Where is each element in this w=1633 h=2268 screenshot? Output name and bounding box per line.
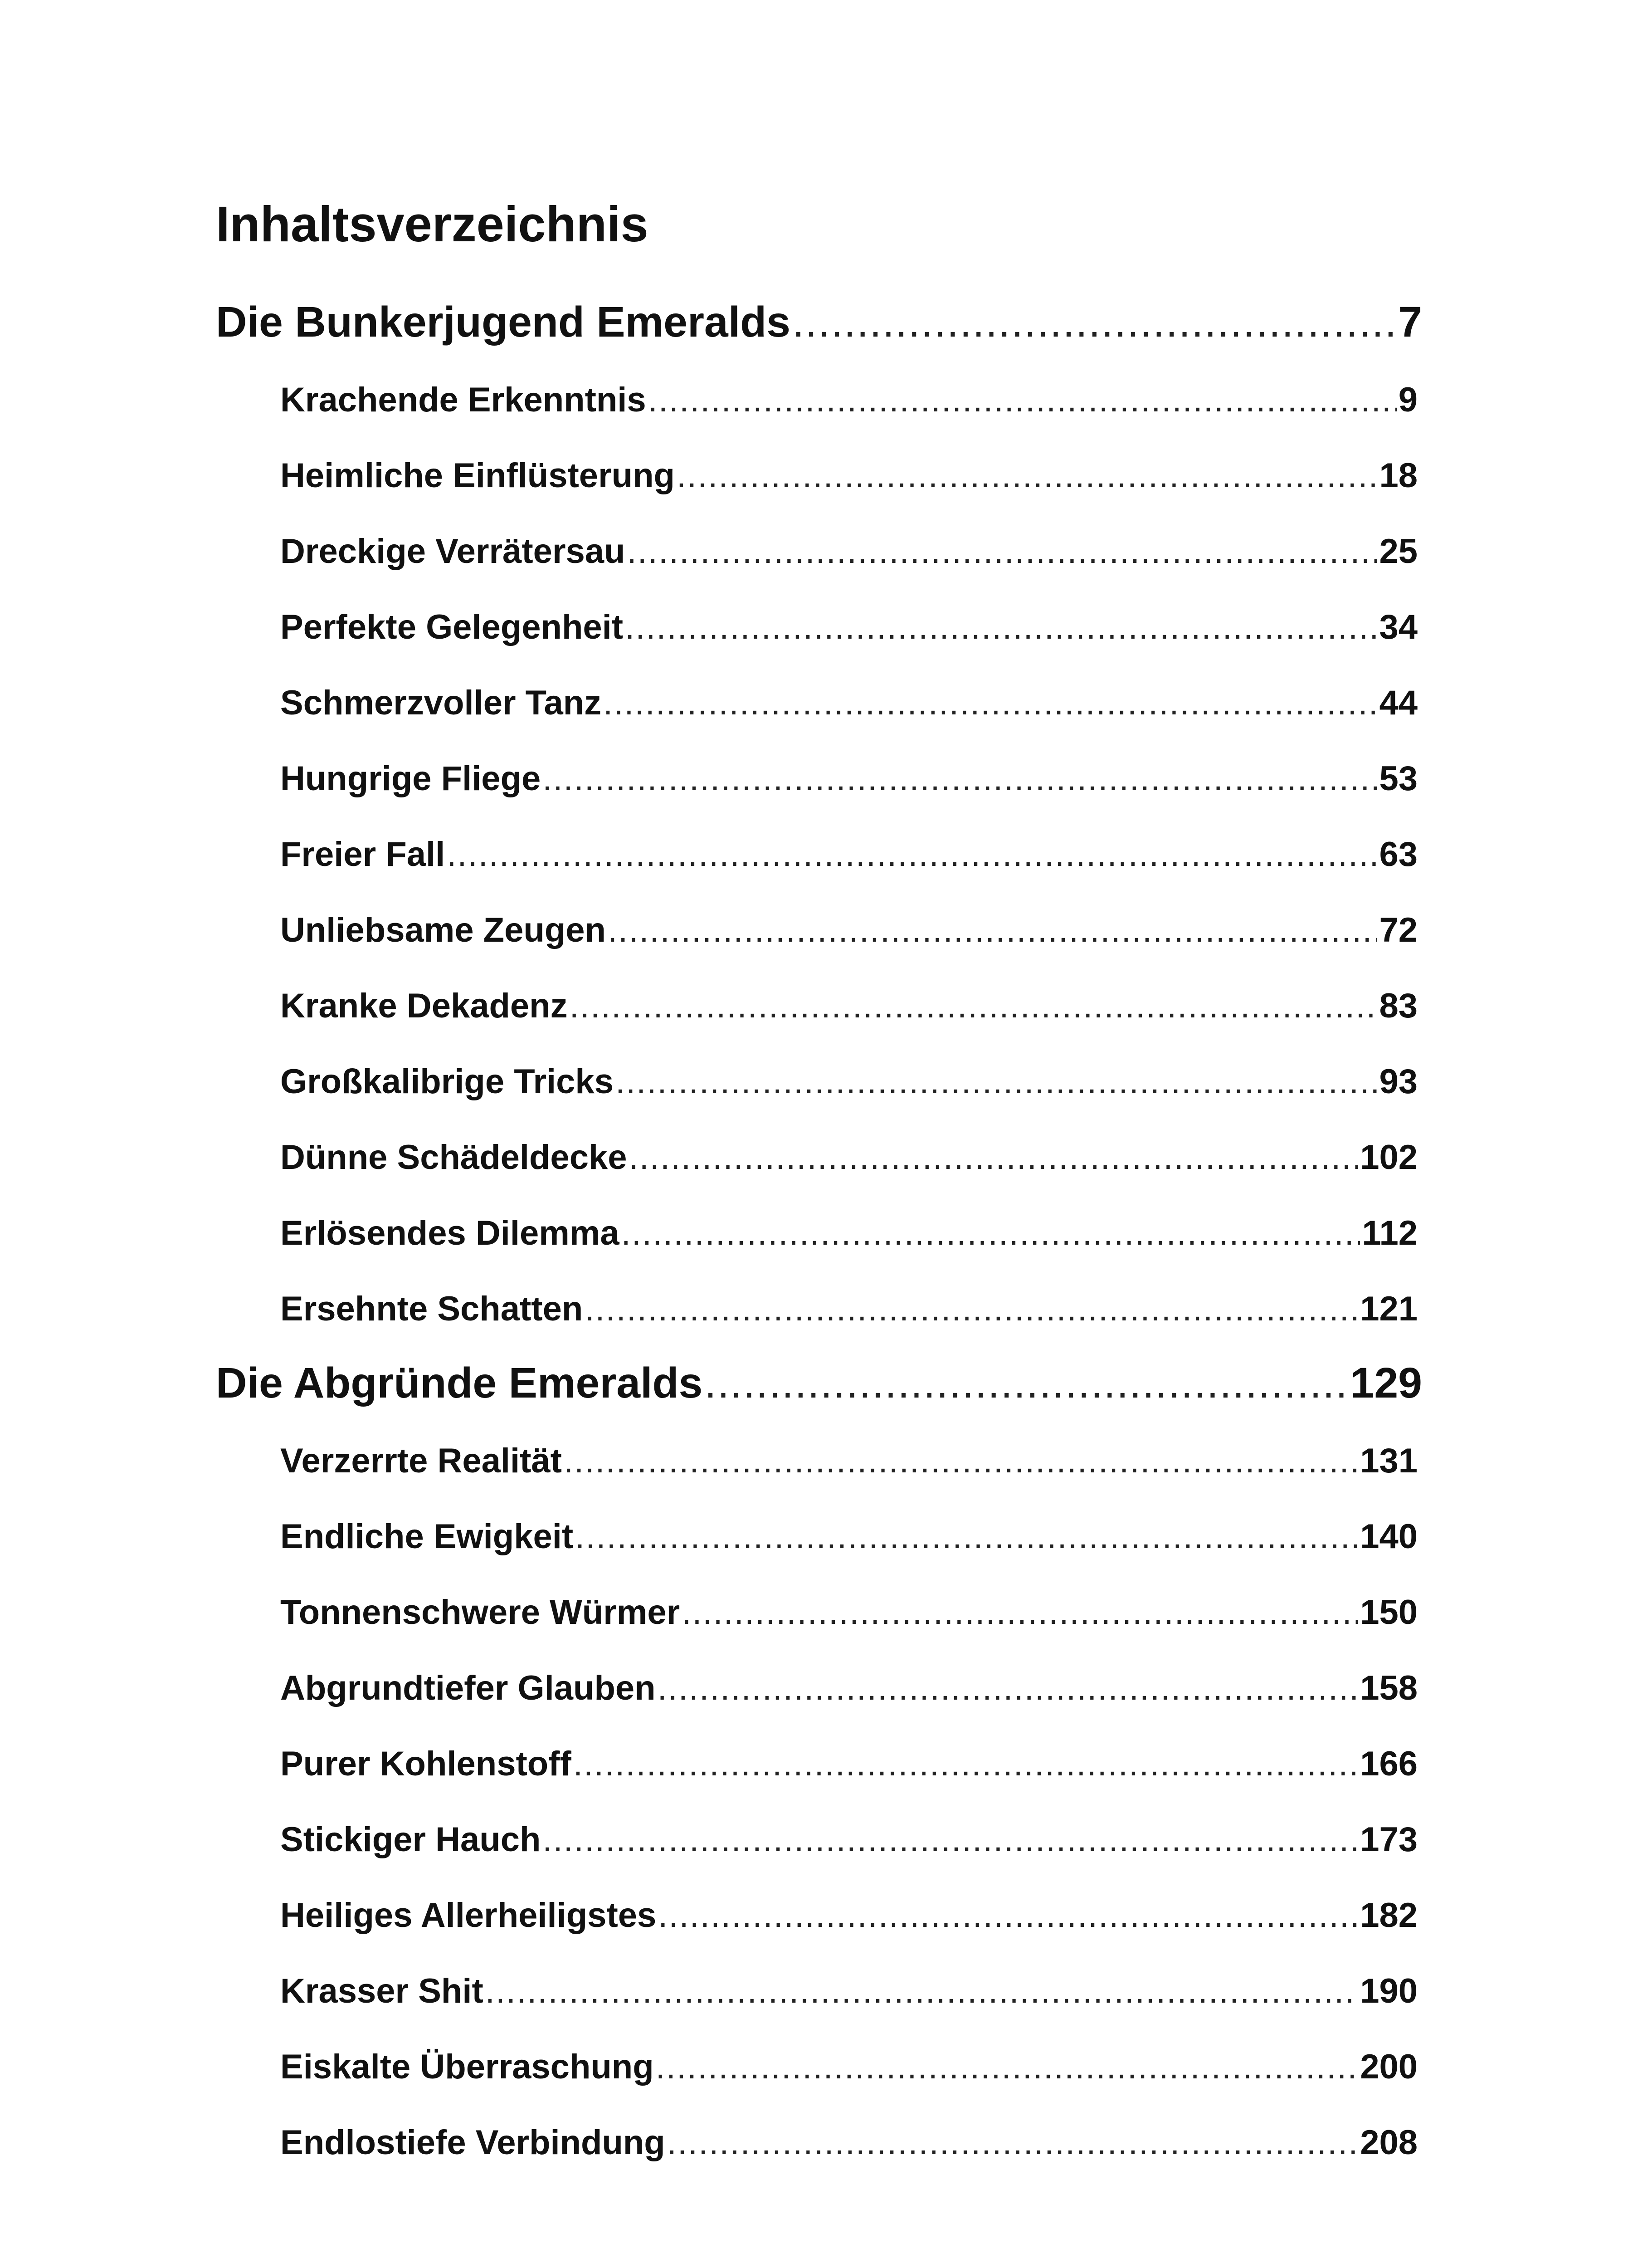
dot-leader [682,1574,1358,1650]
toc-chapter-entry[interactable] [216,1499,1422,1574]
chapter-page-number: 63 [1379,835,1418,874]
dot-leader [542,741,1377,816]
chapter-page-number: 53 [1379,759,1418,798]
chapter-title: Endliche Ewigkeit [280,1517,574,1556]
chapter-title: Krachende Erkenntnis [280,381,646,419]
dot-leader [792,286,1396,358]
dot-leader [542,1802,1358,1877]
chapter-page-number: 9 [1398,381,1418,419]
toc-chapter-entry[interactable] [216,2105,1422,2180]
chapter-title: Freier Fall [280,835,445,874]
chapter-page-number: 18 [1379,456,1418,495]
dot-leader [564,1423,1358,1499]
chapter-title: Endlostiefe Verbindung [280,2123,665,2162]
chapter-list [216,1423,1422,2180]
dot-leader [629,1119,1359,1195]
toc-chapter-entry[interactable] [216,513,1422,589]
toc-chapter-entry[interactable] [216,968,1422,1044]
chapter-page-number: 131 [1360,1442,1418,1480]
chapter-page-number: 190 [1360,1972,1418,2010]
toc-list [216,286,1422,2180]
dot-leader [485,1953,1358,2029]
dot-leader [575,1499,1358,1574]
dot-leader [656,2029,1359,2105]
chapter-title: Verzerrte Realität [280,1442,562,1480]
chapter-page-number: 93 [1379,1062,1418,1101]
chapter-title: Hungrige Fliege [280,759,541,798]
chapter-title: Ersehnte Schatten [280,1290,583,1328]
toc-chapter-entry[interactable] [216,1271,1422,1347]
chapter-title: Schmerzvoller Tanz [280,684,602,722]
part-title: Die Abgründe Emeralds [216,1359,703,1407]
chapter-title: Heimliche Einflüsterung [280,456,675,495]
chapter-page-number: 34 [1379,608,1418,646]
chapter-title: Purer Kohlenstoff [280,1745,571,1783]
toc-chapter-entry[interactable] [216,665,1422,741]
chapter-title: Stickiger Hauch [280,1820,541,1859]
dot-leader [667,2105,1358,2180]
chapter-page-number: 112 [1362,1214,1418,1252]
dot-leader [585,1271,1358,1347]
toc-chapter-entry[interactable] [216,438,1422,513]
dot-leader [704,1347,1348,1419]
dot-leader [677,438,1378,513]
part-page-number: 7 [1398,298,1422,346]
toc-chapter-entry[interactable] [216,1574,1422,1650]
chapter-title: Erlösendes Dilemma [280,1214,619,1252]
part-title: Die Bunkerjugend Emeralds [216,298,791,346]
toc-chapter-entry[interactable] [216,1802,1422,1877]
dot-leader [608,892,1377,968]
toc-heading: Inhaltsverzeichnis [216,196,648,252]
chapter-list [216,362,1422,1347]
chapter-page-number: 173 [1360,1820,1418,1859]
chapter-page-number: 83 [1379,987,1418,1025]
toc-chapter-entry[interactable] [216,1650,1422,1726]
part-page-number: 129 [1350,1359,1422,1407]
toc-chapter-entry[interactable] [216,1044,1422,1119]
chapter-page-number: 44 [1379,684,1418,722]
dot-leader [658,1650,1359,1726]
toc-chapter-entry[interactable] [216,892,1422,968]
toc-chapter-entry[interactable] [216,816,1422,892]
dot-leader [615,1044,1378,1119]
chapter-title: Unliebsame Zeugen [280,911,606,949]
chapter-title: Dreckige Verrätersau [280,532,625,571]
toc-part-entry[interactable] [216,1347,1422,1419]
chapter-page-number: 166 [1360,1745,1418,1783]
dot-leader [447,816,1377,892]
chapter-page-number: 150 [1360,1593,1418,1632]
toc-chapter-entry[interactable] [216,2029,1422,2105]
toc-part-entry[interactable] [216,286,1422,358]
dot-leader [648,362,1397,438]
dot-leader [603,665,1377,741]
dot-leader [658,1877,1358,1953]
dot-leader [621,1195,1360,1271]
toc-chapter-entry[interactable] [216,741,1422,816]
chapter-page-number: 72 [1379,911,1418,949]
chapter-title: Eiskalte Überraschung [280,2048,654,2086]
chapter-title: Abgrundtiefer Glauben [280,1669,656,1707]
chapter-title: Dünne Schädeldecke [280,1138,627,1177]
chapter-title: Kranke Dekadenz [280,987,568,1025]
dot-leader [570,968,1378,1044]
toc-chapter-entry[interactable] [216,1119,1422,1195]
chapter-title: Perfekte Gelegenheit [280,608,624,646]
chapter-title: Heiliges Allerheiligstes [280,1896,657,1935]
dot-leader [627,513,1377,589]
dot-leader [573,1726,1358,1802]
toc-chapter-entry[interactable] [216,1423,1422,1499]
chapter-title: Krasser Shit [280,1972,483,2010]
toc-chapter-entry[interactable] [216,589,1422,665]
chapter-page-number: 208 [1360,2123,1418,2162]
chapter-page-number: 121 [1360,1290,1418,1328]
toc-page [216,191,1422,2180]
chapter-title: Großkalibrige Tricks [280,1062,614,1101]
chapter-page-number: 140 [1360,1517,1418,1556]
toc-chapter-entry[interactable] [216,1195,1422,1271]
chapter-page-number: 200 [1360,2048,1418,2086]
toc-chapter-entry[interactable] [216,1953,1422,2029]
chapter-title: Tonnenschwere Würmer [280,1593,680,1632]
toc-chapter-entry[interactable] [216,362,1422,438]
chapter-page-number: 102 [1360,1138,1418,1177]
dot-leader [625,589,1377,665]
toc-chapter-entry[interactable] [216,1726,1422,1802]
toc-chapter-entry[interactable] [216,1877,1422,1953]
chapter-page-number: 158 [1360,1669,1418,1707]
chapter-page-number: 182 [1360,1896,1418,1935]
chapter-page-number: 25 [1379,532,1418,571]
